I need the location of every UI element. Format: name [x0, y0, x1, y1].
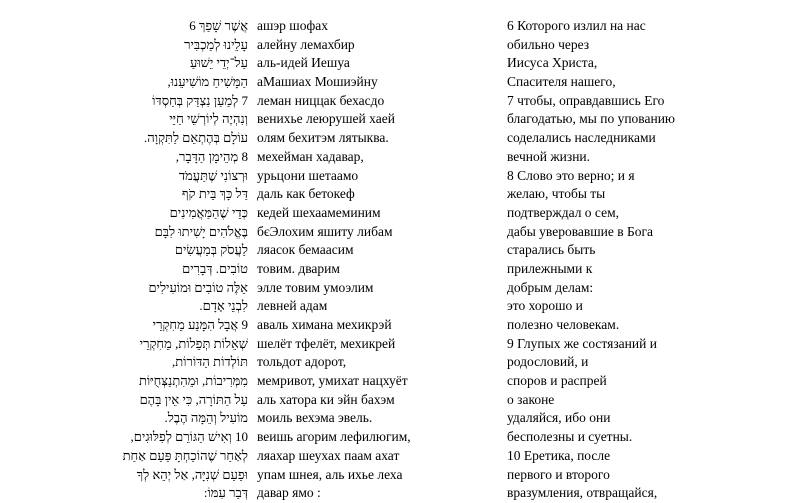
text-line: 7 לְמַעַן נִצְדַּק בְּחַסְדּוֹ — [152, 92, 248, 108]
text-line: родословий, и — [507, 354, 589, 370]
text-line: кедей шехаамеминим — [257, 204, 381, 220]
text-line: עוֹלָם בְּהֶתְאֵם לַתִּקְוָה. — [144, 130, 248, 146]
text-line: וּפַעַם שְׁנִיָּה, אַל יְהֵא לְךָ — [136, 466, 248, 482]
text-line: 8 Слово это верно; и я — [507, 167, 635, 183]
text-line: 7 чтобы, оправдавшись Его — [507, 92, 665, 108]
text-line: полезно человекам. — [507, 317, 620, 332]
text-line: обильно через — [507, 36, 590, 52]
transliteration-column — [257, 17, 487, 503]
text-line: веишь агорим лефилюгим, — [257, 429, 411, 445]
text-line: аМашиах Мошиэйну — [257, 74, 378, 90]
text-line: товим. дварим — [257, 260, 340, 276]
text-line: 9 אֲבָל הִמָּנַע מֵחִקְרֵי — [152, 317, 248, 332]
text-line: עַל הַתּוֹרָה, כִּי אֵין בָּהֶם — [139, 391, 248, 407]
text-line: עָלֵינוּ לְמַכְבִּיר — [184, 36, 248, 52]
text-line: אֲשֶׁר שָׁפַךְ 6 — [189, 18, 248, 33]
text-line: удаляйся, ибо они — [507, 410, 611, 426]
text-line: Спасителя нашего, — [507, 74, 616, 90]
text-line: עַל־יְדֵי יֵשׁוּעַ — [189, 55, 248, 71]
text-line: моиль вехэма эвель. — [257, 410, 373, 426]
text-line: לִבְנֵי אָדָם. — [199, 298, 248, 314]
text-line: תּוֹלְדוֹת הַדּוֹרוֹת, — [171, 354, 248, 370]
text-line: алейну лемахбир — [257, 36, 355, 52]
text-line: старались быть — [507, 242, 596, 258]
text-line: וְנִהְיֶה לְיוֹרְשֵׁי חַיֵּי — [169, 111, 248, 127]
russian-column — [507, 17, 797, 503]
text-line: это хорошо и — [507, 298, 583, 314]
text-line: шелёт тфелёт, мехикрей — [257, 335, 396, 351]
text-line: споров и распрей — [507, 373, 607, 389]
text-line: 6 Которого излил на нас — [507, 18, 646, 33]
text-line: прилежными к — [507, 260, 593, 276]
text-line: וּרְצוֹנִי שֶׁתַּעֲמֹד — [178, 167, 248, 183]
text-line: לַעֲסֹק בְּמַעֲשִׂים — [174, 242, 248, 258]
text-line: олям бехитэм лятыква. — [257, 130, 389, 146]
text-line: בֶּאֱלֹהִים יָשִׁיתוּ לִבָּם — [154, 223, 248, 239]
text-line: венихье леюрушей хаей — [257, 111, 395, 127]
text-line: леман ниццак бехасдо — [257, 92, 385, 108]
text-line: 10 Еретика, после — [507, 447, 611, 463]
text-line: левней адам — [257, 298, 328, 314]
text-line: לְאַחַר שֶׁהוֹכַחְתָּ פַּעַם אַחַת — [122, 447, 248, 463]
text-line: первого и второго — [507, 466, 610, 482]
text-line: мехейман хадавар, — [257, 148, 364, 164]
text-line: ашэр шофах — [257, 18, 328, 33]
text-line: הַמָּשִׁיחַ מוֹשִׁיעֵנוּ, — [167, 74, 248, 90]
text-line: аль-идей Иешуа — [257, 55, 350, 71]
text-line: аль хатора ки эйн бахэм — [257, 391, 395, 407]
text-line: тольдот адорот, — [257, 354, 347, 370]
text-line: элле товим умоэлим — [257, 279, 374, 295]
hebrew-column — [60, 17, 248, 503]
text-line: даль как бетокеф — [257, 186, 355, 202]
text-line: כְּדֵי שֶׁהַמַּאֲמִינִים — [169, 204, 248, 220]
text-line: бесполезны и суетны. — [507, 429, 633, 445]
text-line: желаю, чтобы ты — [507, 186, 606, 202]
text-line: מוֹעִיל וְהֵמָּה הֶבֶל. — [164, 410, 248, 426]
text-line: упам шнея, аль ихье леха — [257, 466, 403, 482]
text-line: благодатью, мы по упованию — [507, 111, 676, 127]
text-line: 9 Глупых же состязаний и — [507, 335, 657, 351]
text-line: о законе — [507, 391, 555, 407]
text-line: אֵלֶּה טוֹבִים וּמוֹעִילִים — [148, 279, 248, 295]
text-line: טוֹבִים. דְּבָרִים — [182, 260, 248, 276]
text-line: бєЭлохим яшиту либам — [257, 223, 393, 239]
text-line: добрым делам: — [507, 279, 594, 295]
text-line: 8 מְהֵימָן הַדָּבָר, — [175, 148, 248, 164]
text-line: ляахар шеухах паам ахат — [257, 447, 400, 463]
text-line: аваль химана мехикрэй — [257, 317, 392, 332]
text-line: мемривот, умихат нацхуёт — [257, 373, 408, 389]
text-line: דְּבַר עִמּוֹ: — [203, 485, 248, 501]
text-line: вразумления, отвращайся, — [507, 485, 658, 501]
text-line: ляасок бемаасим — [257, 242, 354, 258]
text-line: שְׁאֵלוֹת תְּפֵלוֹת, מֵחִקְרֵי — [139, 335, 248, 351]
text-line: подтверждал о сем, — [507, 204, 620, 220]
text-line: דַּל כָּךְ בֵּית קֹף — [181, 186, 248, 202]
text-line: соделались наследниками — [507, 130, 656, 146]
text-line: 10 וְאִישׁ הַגּוֹרֵם לְפִלּוּגִים, — [130, 429, 248, 445]
text-line: מִמְּרִיבוֹת, וּמֵהִתְנַצְּחֻיּוֹת — [138, 373, 248, 389]
text-line: дабы уверовавшие в Бога — [507, 223, 654, 239]
text-line: вечной жизни. — [507, 148, 591, 164]
text-line: урьцони шетаамо — [257, 167, 359, 183]
text-line: Иисуса Христа, — [507, 55, 598, 71]
text-line: давар ямо : — [257, 485, 321, 501]
